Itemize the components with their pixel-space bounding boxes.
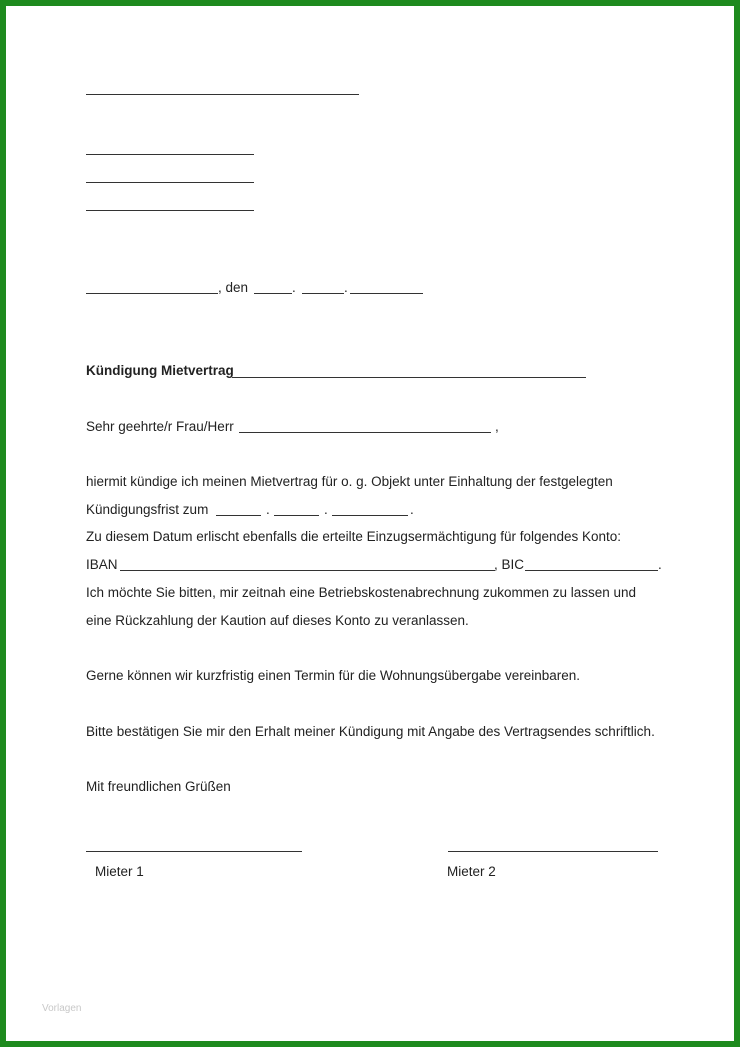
- notice-dot-2: .: [324, 502, 328, 517]
- salutation: Sehr geehrte/r Frau/Herr: [86, 419, 234, 434]
- notice-day-blank: [216, 515, 261, 516]
- signature-line-tenant-1: [86, 851, 302, 852]
- signature-label-tenant-2: Mieter 2: [447, 864, 496, 879]
- bic-blank: [525, 570, 658, 571]
- notice-dot-3: .: [410, 502, 414, 517]
- date-month-blank: [302, 293, 344, 294]
- subject-blank: [232, 377, 586, 378]
- recipient-address-blank-3: [86, 210, 254, 211]
- sender-name-blank: [86, 94, 359, 95]
- date-year-blank: [350, 293, 423, 294]
- recipient-address-blank-2: [86, 182, 254, 183]
- date-separator: , den: [218, 280, 249, 295]
- bic-end: .: [658, 557, 662, 572]
- notice-period-label: Kündigungsfrist zum: [86, 502, 209, 517]
- salutation-name-blank: [239, 432, 491, 433]
- date-day-blank: [254, 293, 292, 294]
- notice-dot-1: .: [266, 502, 270, 517]
- watermark: Vorlagen: [42, 1003, 82, 1014]
- recipient-address-blank-1: [86, 154, 254, 155]
- iban-blank: [120, 570, 495, 571]
- closing: Mit freundlichen Grüßen: [86, 779, 231, 794]
- handover-paragraph: Gerne können wir kurzfristig einen Termin für die Wohnungsübergabe vereinbaren.: [86, 668, 581, 683]
- iban-label: IBAN: [86, 557, 118, 572]
- confirmation-paragraph: Bitte bestätigen Sie mir den Erhalt meiner Kündigung mit Angabe des Vertragsendes schriftlich.: [86, 724, 655, 739]
- subject-line: Kündigung Mietvertrag: [86, 363, 234, 378]
- notice-month-blank: [274, 515, 319, 516]
- place-blank: [86, 293, 218, 294]
- signature-label-tenant-1: Mieter 1: [95, 864, 144, 879]
- signature-line-tenant-2: [448, 851, 658, 852]
- body-line-3: Zu diesem Datum erlischt ebenfalls die erteilte Einzugsermächtigung für folgendes Konto:: [86, 529, 622, 544]
- salutation-comma: ,: [495, 419, 499, 434]
- body-line-6: eine Rückzahlung der Kaution auf dieses Konto zu veranlassen.: [86, 613, 469, 628]
- body-line-5: Ich möchte Sie bitten, mir zeitnah eine Betriebskostenabrechnung zukommen zu lassen und: [86, 585, 637, 600]
- date-dot-2: .: [344, 280, 348, 295]
- body-line-1: hiermit kündige ich meinen Mietvertrag für o. g. Objekt unter Einhaltung der festgelegten: [86, 474, 613, 489]
- bic-label: , BIC: [494, 557, 525, 572]
- notice-year-blank: [332, 515, 408, 516]
- date-dot-1: .: [292, 280, 296, 295]
